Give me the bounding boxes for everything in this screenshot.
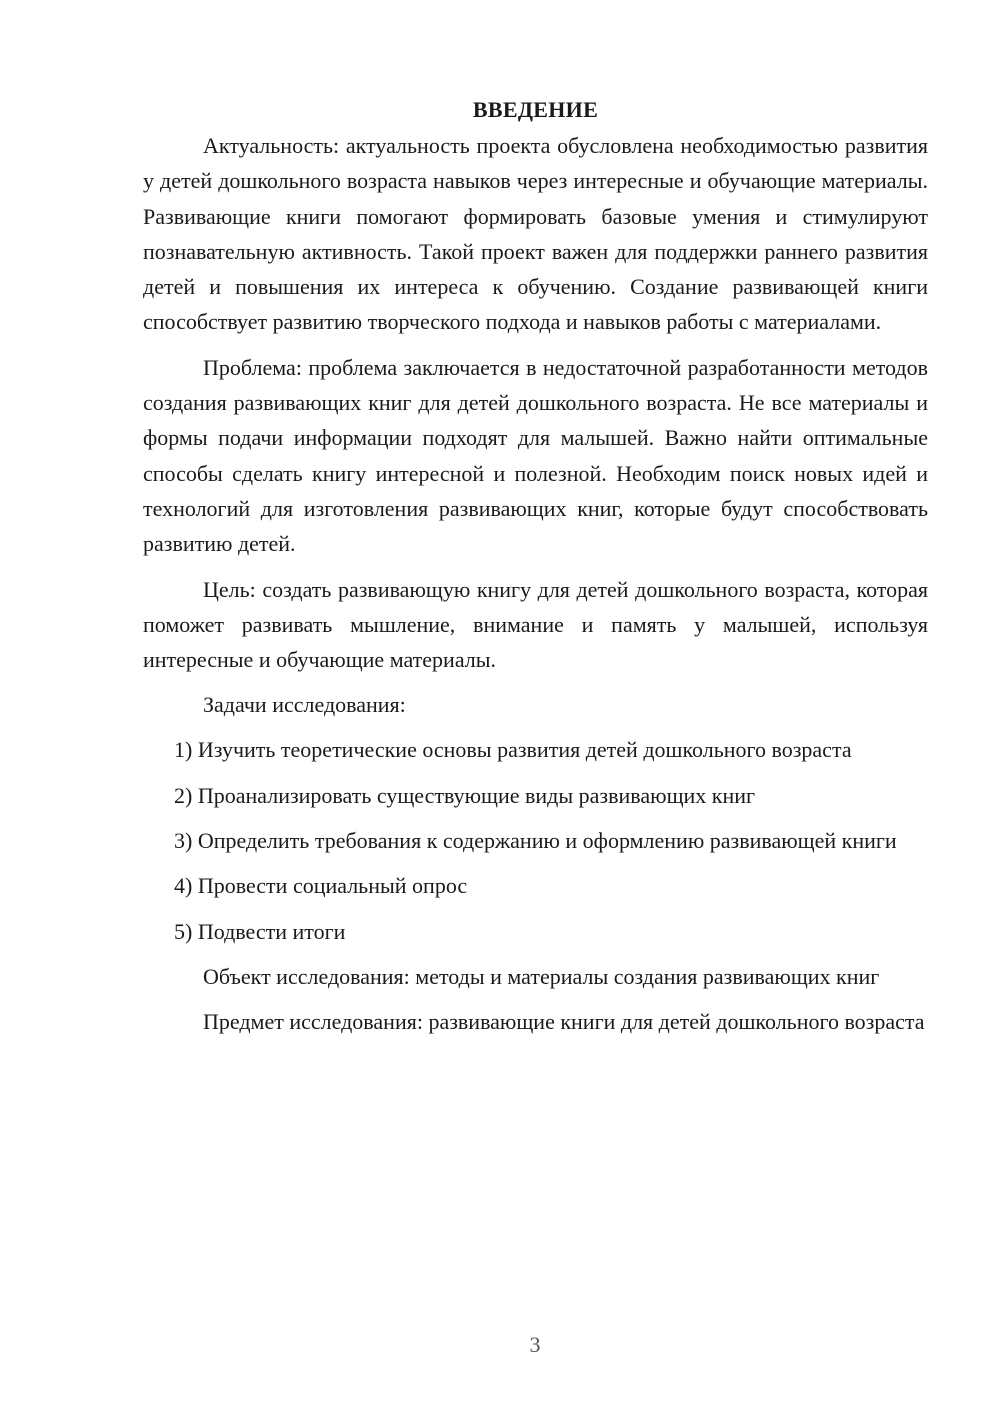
goal-paragraph: Цель: создать развивающую книгу для детей дошкольного возраста, которая поможет развивать мышление, внимание и память у малышей, используя интересные и обучающие материалы.	[143, 576, 928, 673]
problem-paragraph: Проблема: проблема заключается в недостаточной разработанности методов создания развивающих книг для детей дошкольного возраста. Не все материалы и формы подачи информации подходят для малышей. Важно найти оптимальные способы сделать книгу интересной и полезной. Необходим поиск новых идей и технологий для изготовления развивающих книг, которые будут способствовать развитию детей.	[143, 354, 928, 557]
research-object-paragraph: Объект исследования: методы и материалы создания развивающих книг	[203, 963, 880, 989]
tasks-heading: Задачи исследования:	[203, 692, 406, 718]
page-title: ВВЕДЕНИЕ	[472, 97, 599, 122]
research-subject-paragraph: Предмет исследования: развивающие книги для детей дошкольного возраста	[203, 1009, 925, 1035]
task-item-2: 2) Проанализировать существующие виды развивающих книг	[174, 782, 756, 808]
task-item-1: 1) Изучить теоретические основы развития детей дошкольного возраста	[174, 737, 852, 763]
task-item-3: 3) Определить требования к содержанию и оформлению развивающей книги	[174, 828, 897, 854]
relevance-paragraph: Актуальность: актуальность проекта обусловлена необходимостью развития у детей дошкольного возраста навыков через интересные и обучающие материалы. Развивающие книги помогают формировать базовые умения и стимулируют познавательную активность. Такой проект важен для поддержки раннего развития детей и повышения их интереса к обучению. Создание развивающей книги способствует развитию творческого подхода и навыков работы с материалами.	[143, 133, 928, 335]
page-number: 3	[529, 1332, 541, 1357]
task-item-4: 4) Провести социальный опрос	[174, 873, 468, 899]
task-item-5: 5) Подвести итоги	[174, 918, 346, 944]
document-body	[143, 92, 928, 1050]
